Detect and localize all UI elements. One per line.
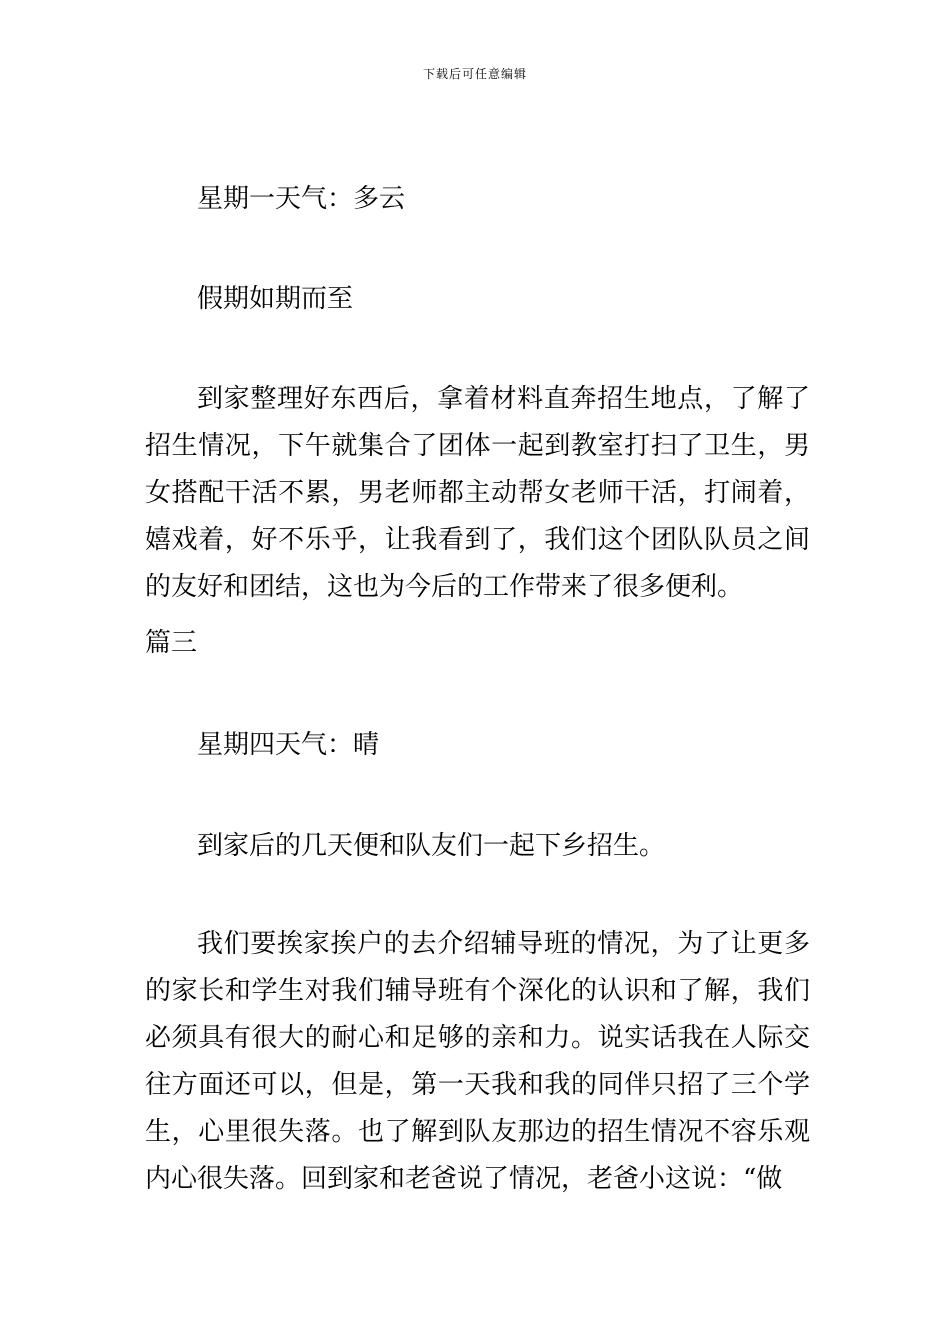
day4-weather-line: 星期四天气：晴 [197,730,380,760]
day1-subtitle: 假期如期而至 [197,284,354,314]
day1-body-paragraph: 到家整理好东西后，拿着材料直奔招生地点，了解了招生情况，下午就集合了团体一起到教室打扫了卫生，男女搭配干活不累，男老师都主动帮女老师干活，打闹着，嬉戏着，好不乐乎，让我看到了，我们这个团队队员之间的友好和团结，这也为今后的工作带来了很多便利。 [145,384,810,602]
header-note: 下载后可任意编辑 [422,67,527,81]
day1-weather-line: 星期一天气：多云 [197,184,406,214]
day4-intro-paragraph: 到家后的几天便和队友们一起下乡招生。 [197,831,666,861]
day4-body-paragraph: 我们要挨家挨户的去介绍辅导班的情况，为了让更多的家长和学生对我们辅导班有个深化的认识和了解，我们必须具有很大的耐心和足够的亲和力。说实话我在人际交往方面还可以，但是，第一天我和我的同伴只招了三个学生，心里很失落。也了解到队友那边的招生情况不容乐观内心很失落。回到家和老爸说了情况，老爸小这说：“做 [145,929,810,1194]
section-label: 篇三 [145,628,198,658]
